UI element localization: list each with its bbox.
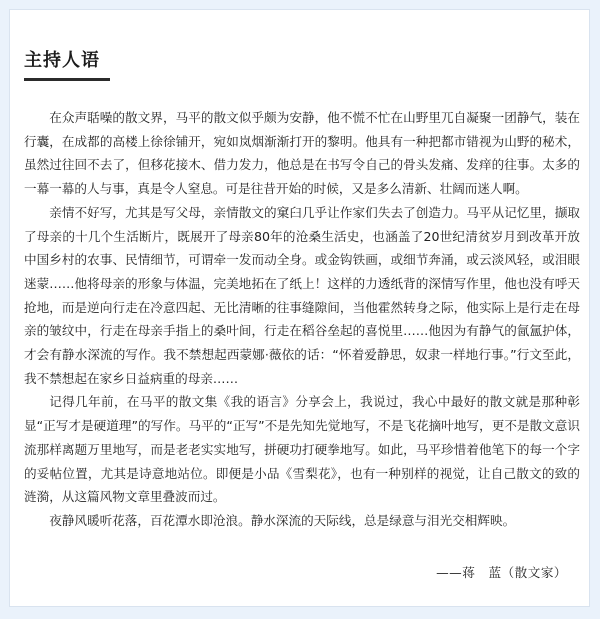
author-signature: ——蒋 蓝（散文家） [436, 565, 567, 580]
paragraph: 在众声聒噪的散文界，马平的散文似乎颇为安静，他不慌不忙在山野里兀自凝聚一团静气，装在行囊，在成都的高楼上徐徐铺开，宛如岚烟渐渐打开的黎明。他具有一种把都市错视为山野的秘术，虽然过往回不去了，但移花接木、借力发力，他总是在书写令自己的骨头发痛、发痒的往事。太多的一幕一幕的人与事，真是令人窒息。可是往昔开始的时候，又是多么清新、壮阔而迷人啊。 [24, 110, 580, 197]
section-title: 主持人语 [24, 50, 100, 71]
paragraph: 记得几年前，在马平的散文集《我的语言》分享会上，我说过，我心中最好的散文就是那种彰显“正写才是硬道理”的写作。马平的“正写”不是先知先觉地写，不是飞花摘叶地写，更不是散文意识流那样离题万里地写，而是老老实实地写，拼硬功打硬拳地写。如此，马平珍惜着他笔下的每一个字的妥帖位置，尤其是诗意地站位。即便是小品《雪梨花》，也有一种别样的视觉，让自己散文的致的涟漪，从这篇风物文章里叠波而过。 [24, 394, 580, 505]
article-body [24, 106, 580, 533]
paragraph: 夜静风暖听花落，百花潭水即沧浪。静水深流的天际线，总是绿意与泪光交相辉映。 [49, 512, 516, 528]
title-underline [24, 78, 110, 81]
section-header [24, 50, 110, 81]
paragraph: 亲情不好写，尤其是写父母，亲情散文的窠臼几乎让作家们失去了创造力。马平从记忆里，撷取了母亲的十几个生活断片，既展开了母亲80年的沧桑生活史，也涵盖了20世纪清贫岁月到改革开放中国乡村的农事、民情细节，可谓牵一发而动全身。或金钩铁画，或细节奔涌，或云淡风轻，或泪眼迷蒙……他将母亲的形象与体温，完美地拓在了纸上！这样的力透纸背的深情写作里，他也没有呼天抢地，而是逆向行走在冷意四起、无比清晰的往事缝隙间，当他霍然转身之际，他实际上是行走在母亲的皱纹中，行走在母亲手指上的桑叶间，行走在稻谷垒起的喜悦里……他因为有静气的氤氲护体，才会有静水深流的写作。我不禁想起西蒙娜·薇依的话：“怀着爱静思，奴隶一样地行事。”行文至此，我不禁想起在家乡日益病重的母亲…… [24, 204, 580, 386]
article-card [9, 9, 590, 607]
